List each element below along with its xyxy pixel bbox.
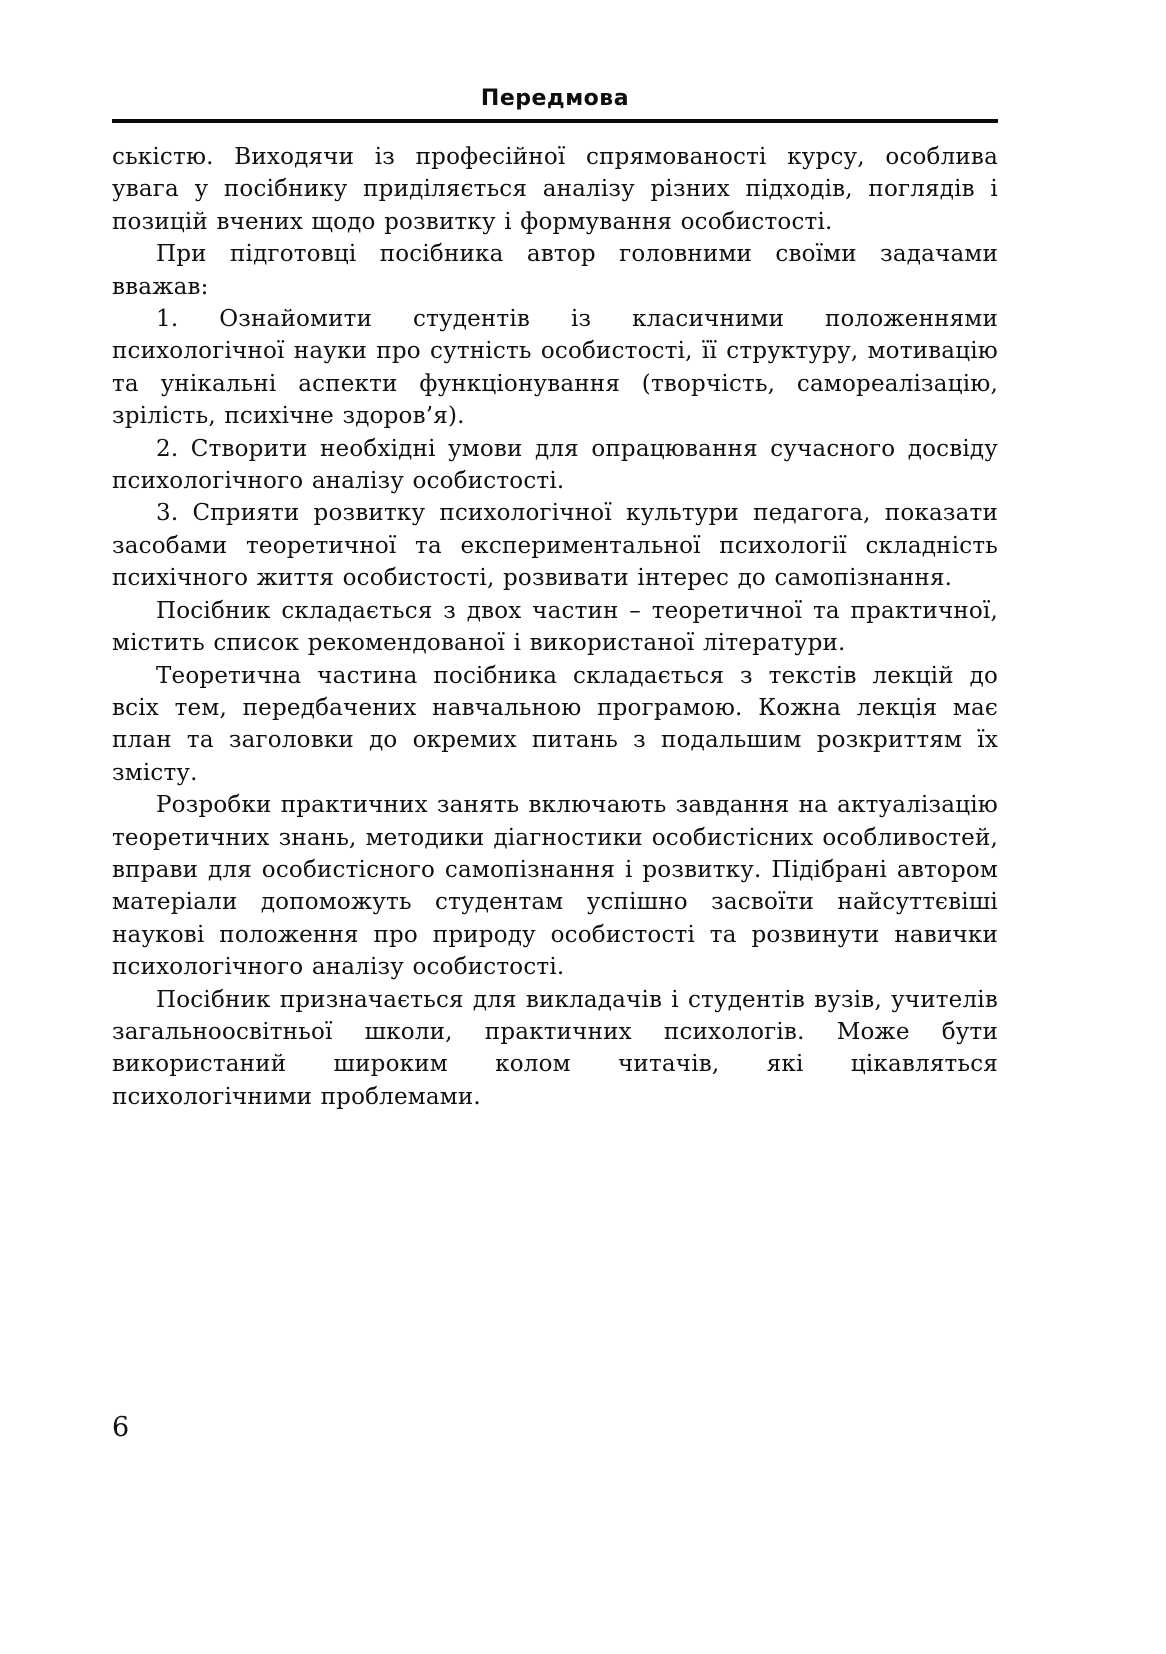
paragraph: Посібник призначається для викладачів і студентів вузів, учителів загальноосвітньої школи, практичних психологів. Може бути використаний широким колом читачів, які цікавляться психологічними проблемами.: [112, 986, 998, 1110]
paragraph: Посібник складається з двох частин – теоретичної та практичної, містить список рекомендованої і використаної літератури.: [112, 597, 998, 657]
paragraph: Розробки практичних занять включають завдання на актуалізацію теоретичних знань, методики діагностики особистісних особливостей, вправи для особистісного самопізнання і розвитку. Підібрані автором матеріали допоможуть студентам успішно засвоїти найсуттєвіші наукові положення про природу особистості та розвинути навички психологічного аналізу особистості.: [112, 792, 998, 981]
paragraph: 3. Сприяти розвитку психологічної культури педагога, показати засобами теоретичної та експериментальної психології складність психічного життя особистості, розвивати інтерес до самопізнання.: [112, 500, 998, 592]
header-rule: [112, 119, 998, 123]
body-text: [112, 141, 998, 1113]
paragraph: 2. Створити необхідні умови для опрацювання сучасного досвіду психологічного аналізу особистості.: [112, 435, 998, 495]
page-number: 6: [112, 1412, 130, 1443]
paragraph: 1. Ознайомити студентів із класичними положеннями психологічної науки про сутність особистості, її структуру, мотивацію та унікальні аспекти функціонування (творчість, самореалізацію, зрілість, психічне здоров’я).: [112, 306, 998, 430]
paragraph: При підготовці посібника автор головними своїми задачами вважав:: [112, 241, 998, 300]
paragraph: ськістю. Виходячи із професійної спрямованості курсу, особлива увага у посібнику приділяється аналізу різних підходів, поглядів і позицій вчених щодо розвитку і формування особистості.: [112, 144, 998, 235]
page-header: Передмова: [480, 86, 630, 111]
paragraph: Теоретична частина посібника складається з текстів лекцій до всіх тем, передбачених навчальною програмою. Кожна лекція має план та заголовки до окремих питань з подальшим розкриттям їх змісту.: [112, 662, 998, 786]
